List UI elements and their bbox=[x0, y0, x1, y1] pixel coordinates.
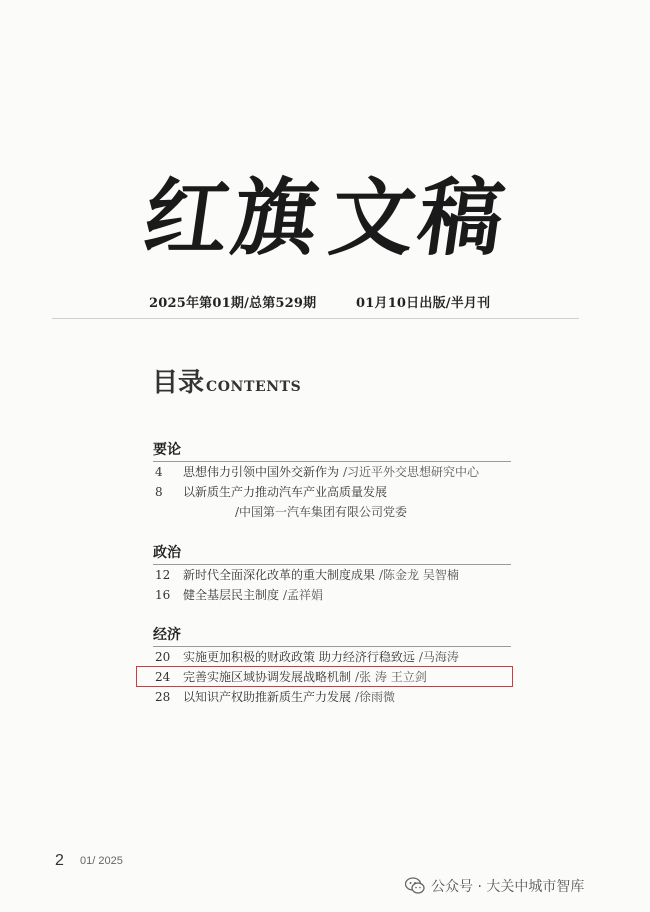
entry-page-number: 24 bbox=[155, 670, 171, 684]
toc-entry[interactable] bbox=[153, 687, 511, 707]
entry-title-wrap bbox=[183, 647, 459, 667]
logo-char-4: 稿 bbox=[412, 168, 511, 267]
entry-title: 以知识产权助推新质生产力发展 bbox=[183, 690, 352, 704]
section-heading: 要论 bbox=[153, 440, 511, 462]
entry-page-number: 12 bbox=[155, 568, 171, 582]
entry-author: /习近平外交思想研究中心 bbox=[343, 465, 480, 479]
entry-title-wrap bbox=[183, 687, 395, 707]
toc-entry[interactable] bbox=[153, 482, 511, 502]
entry-title-wrap bbox=[183, 482, 387, 502]
entry-author: /张 涛 王立剑 bbox=[355, 670, 427, 684]
toc-entry[interactable] bbox=[153, 585, 511, 605]
entry-title: 以新质生产力推动汽车产业高质量发展 bbox=[183, 485, 388, 499]
entry-page-number: 4 bbox=[155, 465, 163, 479]
logo-char-1: 红 bbox=[138, 168, 237, 267]
wechat-icon bbox=[405, 877, 425, 895]
header-divider bbox=[52, 318, 579, 319]
entry-author-continuation: /中国第一汽车集团有限公司党委 bbox=[235, 505, 408, 519]
issue-number: 2025年第01期/总第529期 bbox=[149, 296, 317, 311]
contents-title-en: CONTENTS bbox=[206, 379, 302, 395]
logo-char-3: 文 bbox=[324, 168, 423, 267]
watermark bbox=[405, 874, 584, 898]
entry-title: 完善实施区域协调发展战略机制 bbox=[183, 670, 352, 684]
entry-page-number: 16 bbox=[155, 588, 171, 602]
masthead-logo bbox=[138, 168, 511, 278]
section-zhengzhi bbox=[153, 543, 511, 605]
section-yaolun bbox=[153, 440, 511, 522]
section-heading: 经济 bbox=[153, 625, 511, 647]
toc-entry[interactable] bbox=[153, 462, 511, 482]
footer-issue: 01/ 2025 bbox=[80, 855, 123, 867]
entry-title: 思想伟力引领中国外交新作为 bbox=[183, 465, 340, 479]
highlight-box bbox=[136, 666, 513, 687]
entry-title-wrap bbox=[183, 462, 479, 482]
entry-title: 新时代全面深化改革的重大制度成果 bbox=[183, 568, 376, 582]
issue-line bbox=[149, 292, 491, 311]
entry-title: 健全基层民主制度 bbox=[183, 588, 280, 602]
publish-date: 01月10日出版/半月刊 bbox=[356, 296, 491, 311]
entry-page-number: 20 bbox=[155, 650, 171, 664]
section-heading: 政治 bbox=[153, 543, 511, 565]
entry-author: /徐雨微 bbox=[355, 690, 396, 704]
entry-author: /孟祥娟 bbox=[283, 588, 324, 602]
toc-entry[interactable] bbox=[153, 565, 511, 585]
toc-entry[interactable] bbox=[153, 647, 511, 667]
entry-author: /陈金龙 吴智楠 bbox=[379, 568, 459, 582]
entry-page-number: 8 bbox=[155, 485, 163, 499]
entry-title-wrap bbox=[183, 565, 459, 585]
entry-title-wrap bbox=[183, 585, 323, 605]
watermark-text: 公众号 · 大关中城市智库 bbox=[431, 879, 585, 895]
contents-title-cn: 目录 bbox=[152, 368, 205, 398]
page-number: 2 bbox=[55, 852, 64, 869]
entry-page-number: 28 bbox=[155, 690, 171, 704]
logo-char-2: 旗 bbox=[226, 168, 325, 267]
contents-heading bbox=[152, 362, 301, 399]
entry-title: 实施更加积极的财政政策 助力经济行稳致远 bbox=[183, 650, 415, 664]
entry-author: /马海涛 bbox=[418, 650, 459, 664]
